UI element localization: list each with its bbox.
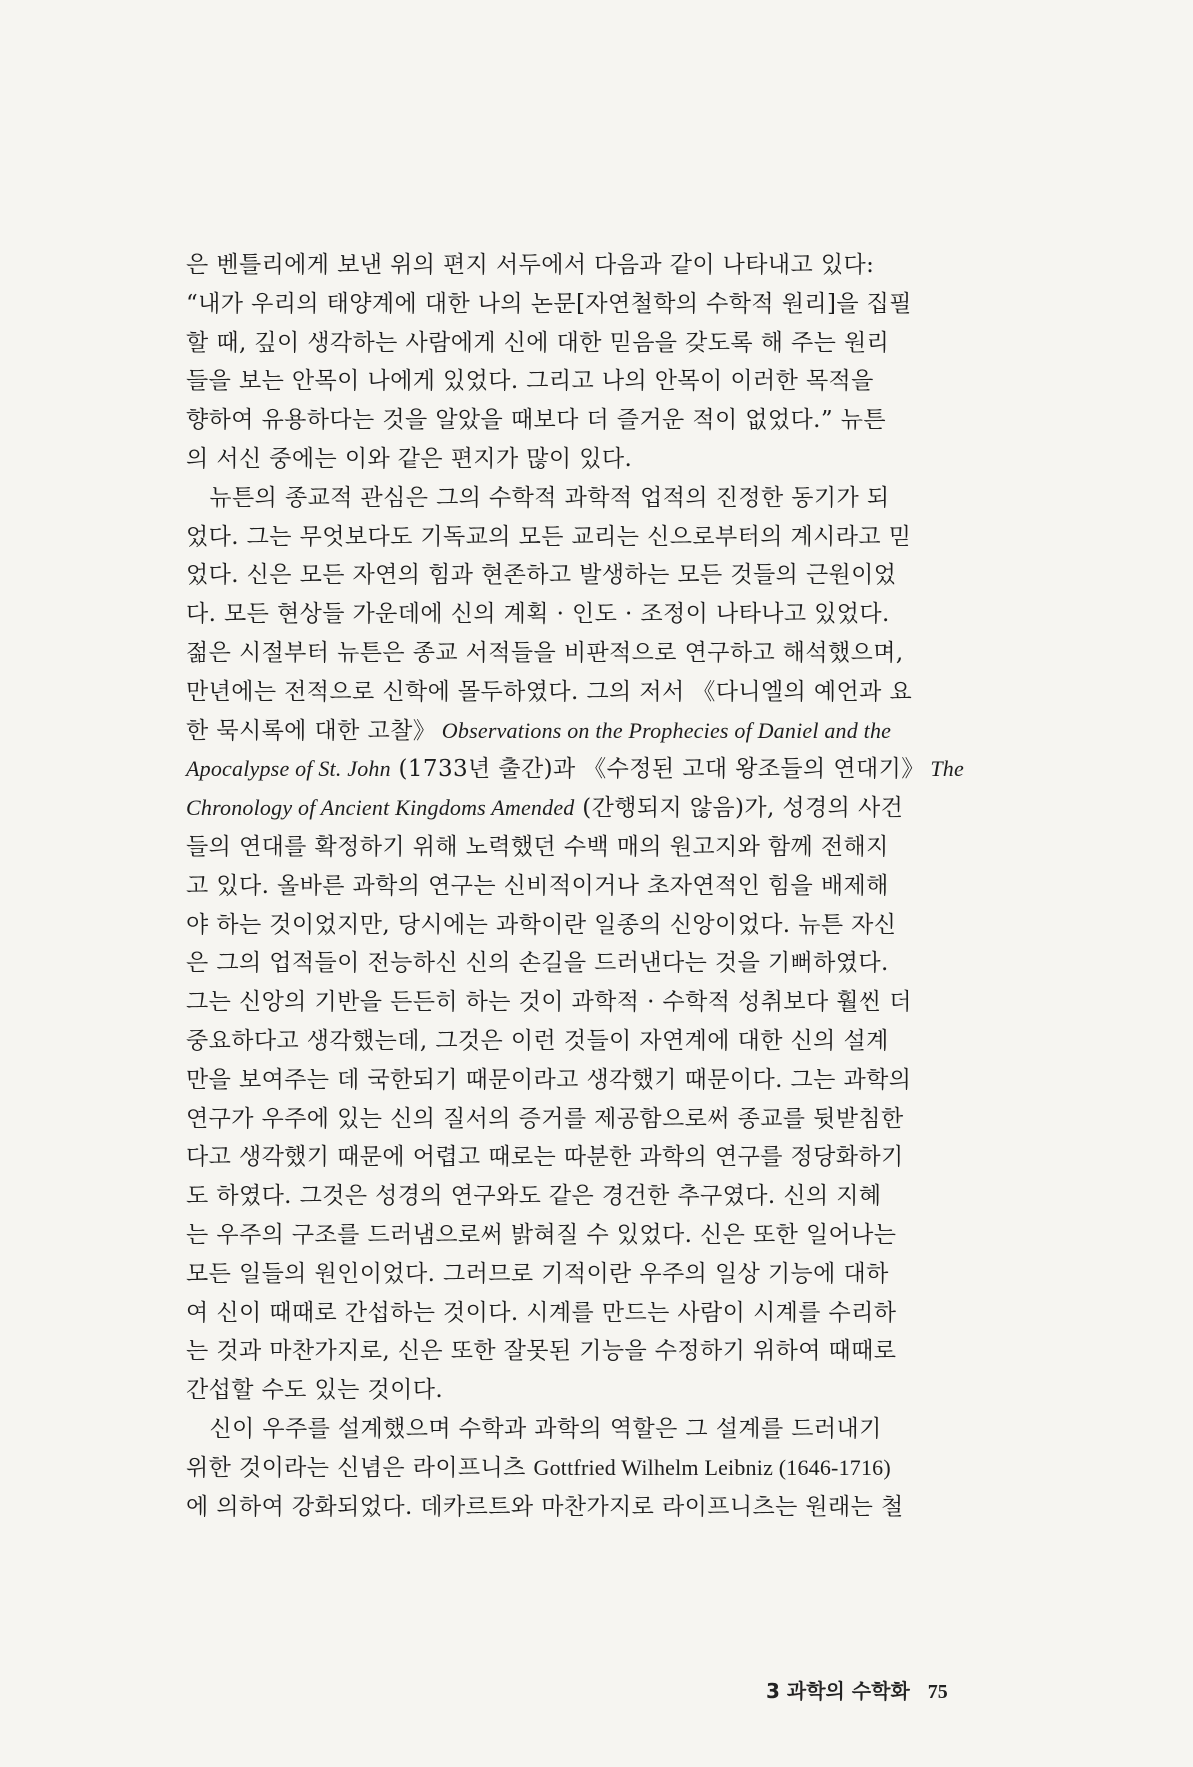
text-line: 고 있다. 올바른 과학의 연구는 신비적이거나 초자연적인 힘을 배제해 [186,872,889,899]
text-line: 간섭할 수도 있는 것이다. [186,1377,444,1404]
text-line: 다고 생각했기 때문에 어렵고 때로는 따분한 과학의 연구를 정당화하기 [186,1144,904,1171]
text-line: 의 서신 중에는 이와 같은 편지가 많이 있다. [186,445,633,472]
text-line: 는 것과 마찬가지로, 신은 또한 잘못된 기능을 수정하기 위하여 때때로 [186,1338,897,1365]
text-line: 었다. 그는 무엇보다도 기독교의 모든 교리는 신으로부터의 계시라고 믿 [186,523,912,550]
page-footer [766,1677,1066,1706]
text-line: 젊은 시절부터 뉴튼은 종교 서적들을 비판적으로 연구하고 해석했으며, [186,639,904,666]
text-line: 도 하였다. 그것은 성경의 연구와도 같은 경건한 추구였다. 신의 지혜 [186,1183,882,1210]
english-title: The [924,756,964,782]
text-line-mixed [186,789,1032,828]
english-name: Gottfried Wilhelm Leibniz (1646-1716) [533,1454,891,1480]
english-title: Chronology of Ancient Kingdoms Amended [186,795,575,821]
text-line: 은 벤틀리에게 보낸 위의 편지 서두에서 다음과 같이 나타내고 있다: [186,252,875,278]
running-chapter-title: 3 과학의 수학화 [766,1679,910,1703]
text-line: 모든 일들의 원인이었다. 그러므로 기적이란 우주의 일상 기능에 대하 [186,1260,889,1287]
korean-text: 위한 것이라는 신념은 라이프니츠 [186,1454,534,1481]
text-line-mixed [186,1449,1032,1488]
text-line: 에 의하여 강화되었다. 데카르트와 마찬가지로 라이프니츠는 원래는 철 [186,1493,904,1520]
text-line: 만을 보여주는 데 국한되기 때문이라고 생각했기 때문이다. 그는 과학의 [186,1066,912,1093]
korean-text: (1733년 출간)과 《수정된 고대 왕조들의 연대기》 [390,756,925,783]
text-line: 야 하는 것이었지만, 당시에는 과학이란 일종의 신앙이었다. 뉴튼 자신 [186,911,897,938]
text-line: 뉴튼의 종교적 관심은 그의 수학적 과학적 업적의 진정한 동기가 되 [186,484,890,511]
text-line: 연구가 우주에 있는 신의 질서의 증거를 제공함으로써 종교를 뒷받침한 [186,1105,904,1132]
text-line: 중요하다고 생각했는데, 그것은 이런 것들이 자연계에 대한 신의 설계 [186,1027,889,1054]
text-line: “내가 우리의 태양계에 대한 나의 논문[자연철학의 수학적 원리]을 집필 [186,290,912,317]
text-line: 신이 우주를 설계했으며 수학과 과학의 역할은 그 설계를 드러내기 [186,1415,882,1442]
english-title: Apocalypse of St. John [186,756,391,782]
text-line: 은 그의 업적들이 전능하신 신의 손길을 드러낸다는 것을 기뻐하였다. [186,950,889,977]
text-line: 여 신이 때때로 간섭하는 것이다. 시계를 만드는 사람이 시계를 수리하 [186,1299,897,1326]
text-line: 만년에는 전적으로 신학에 몰두하였다. 그의 저서 《다니엘의 예언과 요 [186,678,913,705]
text-line: 들을 보는 안목이 나에게 있었다. 그리고 나의 안목이 이러한 목적을 [186,368,874,395]
text-line: 는 우주의 구조를 드러냄으로써 밝혀질 수 있었다. 신은 또한 일어나는 [186,1221,897,1248]
text-line: 그는 신앙의 기반을 든든히 하는 것이 과학적 · 수학적 성취보다 훨씬 더 [186,989,912,1016]
page-number: 75 [927,1681,948,1703]
body-text [186,246,1032,1526]
text-line: 할 때, 깊이 생각하는 사람에게 신에 대한 믿음을 갖도록 해 주는 원리 [186,329,890,356]
text-line: 다. 모든 현상들 가운데에 신의 계획 · 인도 · 조정이 나타나고 있었다. [186,601,890,628]
text-line-mixed [186,712,1032,751]
text-line: 들의 연대를 확정하기 위해 노력했던 수백 매의 원고지와 함께 전해지 [186,833,889,860]
korean-text: (간행되지 않음)가, 성경의 사건 [574,795,904,822]
text-line: 었다. 신은 모든 자연의 힘과 현존하고 발생하는 모든 것들의 근원이었 [186,562,897,589]
text-line: 향하여 유용하다는 것을 알았을 때보다 더 즐거운 적이 없었다.” 뉴튼 [186,407,886,434]
korean-text: 한 묵시록에 대한 고찰》 [186,717,437,744]
text-line-mixed [186,750,1032,789]
english-title: Observations on the Prophecies of Daniel and the [436,717,892,743]
